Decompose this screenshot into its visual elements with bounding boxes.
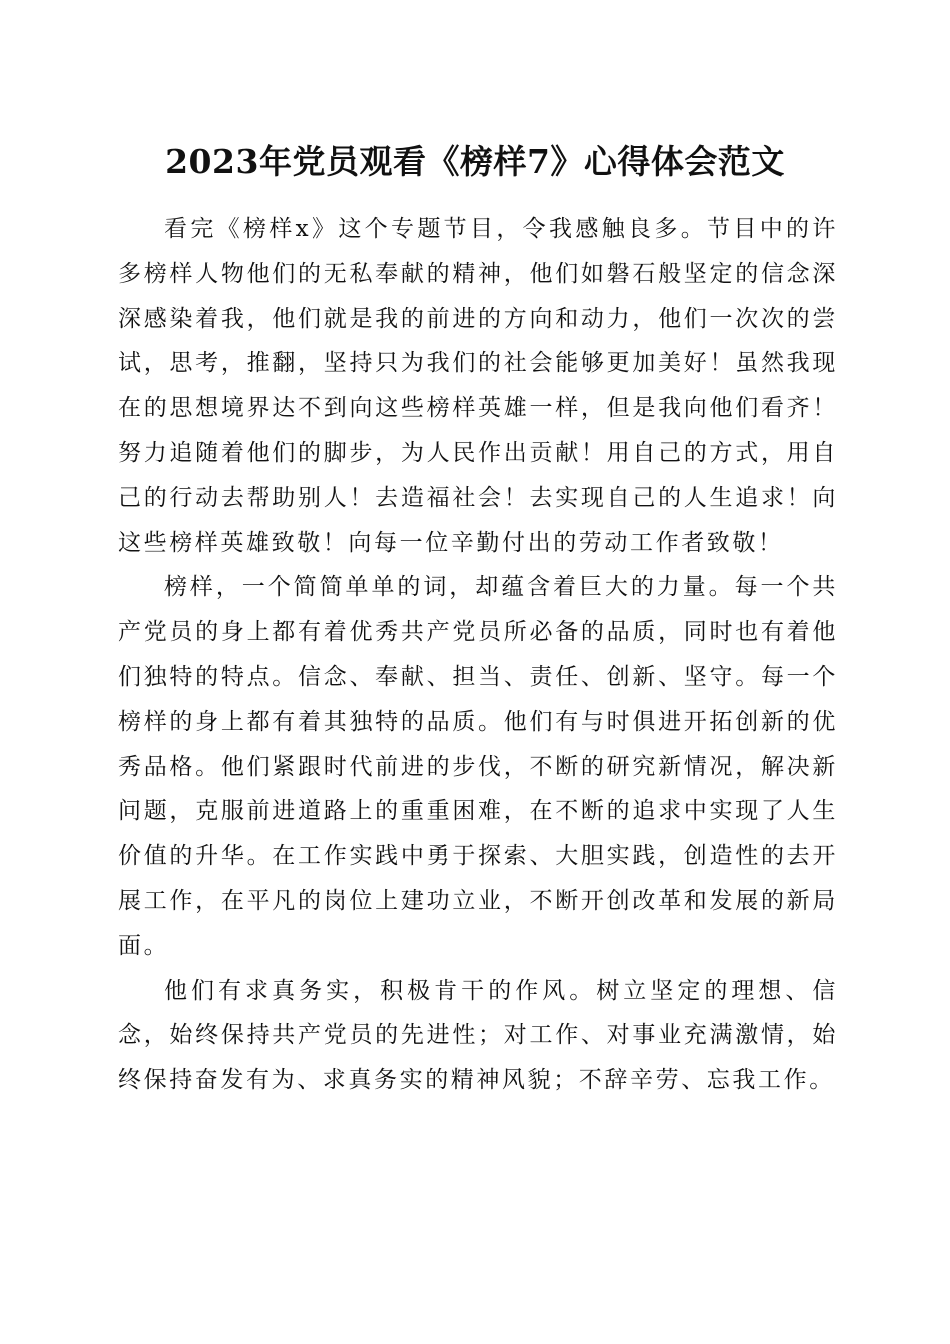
document-title: 2023年党员观看《榜样7》心得体会范文 (165, 142, 785, 181)
document-body (118, 207, 838, 1103)
paragraph-1: 看完《榜样x》这个专题节目，令我感触良多。节目中的许多榜样人物他们的无私奉献的精神，他们如磐石般坚定的信念深深感染着我，他们就是我的前进的方向和动力，他们一次次的尝试，思考，推翻，坚持只为我们的社会能够更加美好！虽然我现在的思想境界达不到向这些榜样英雄一样，但是我向他们看齐！努力追随着他们的脚步，为人民作出贡献！用自己的方式，用自己的行动去帮助别人！去造福社会！去实现自己的人生追求！向这些榜样英雄致敬！向每一位辛勤付出的劳动工作者致敬！ (118, 216, 838, 556)
paragraph-2: 榜样，一个简简单单的词，却蕴含着巨大的力量。每一个共产党员的身上都有着优秀共产党员所必备的品质，同时也有着他们独特的特点。信念、奉献、担当、责任、创新、坚守。每一个榜样的身上都有着其独特的品质。他们有与时俱进开拓创新的优秀品格。他们紧跟时代前进的步伐，不断的研究新情况，解决新问题，克服前进道路上的重重困难，在不断的追求中实现了人生价值的升华。在工作实践中勇于探索、大胆实践，创造性的去开展工作，在平凡的岗位上建功立业，不断开创改革和发展的新局面。 (118, 574, 838, 959)
paragraph-3: 他们有求真务实，积极肯干的作风。树立坚定的理想、信念，始终保持共产党员的先进性；对工作、对事业充满激情，始终保持奋发有为、求真务实的精神风貌；不辞辛劳、忘我工作。 (118, 977, 838, 1094)
